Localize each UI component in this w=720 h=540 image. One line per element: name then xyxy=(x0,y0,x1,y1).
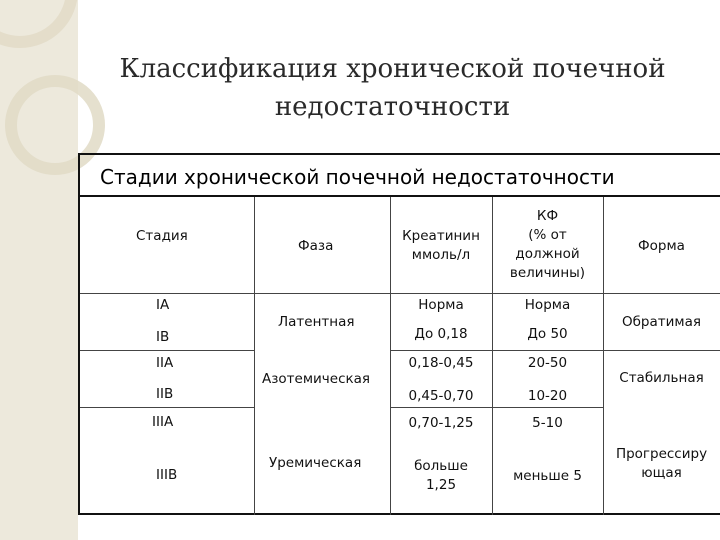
creatinine-iiib xyxy=(390,457,492,495)
table-caption: Стадии хронической почечной недостаточности xyxy=(100,165,615,189)
form-reversible: Обратимая xyxy=(621,314,701,330)
row-divider-ib-right xyxy=(390,350,720,351)
form-progressive-line-2: ющая xyxy=(641,465,682,481)
stage-iia: IIA xyxy=(156,355,174,371)
creatinine-iiia: 0,70-1,25 xyxy=(408,415,474,431)
row-divider-ib xyxy=(80,350,254,351)
stage-ib: IB xyxy=(156,329,170,345)
form-progressive xyxy=(603,445,720,483)
creatinine-iia: 0,18-0,45 xyxy=(408,355,474,371)
slide-title-line-1: Классификация хронической почечной xyxy=(119,54,666,84)
kf-ib: До 50 xyxy=(527,326,568,342)
header-stage: Стадия xyxy=(136,228,188,244)
header-kf-line-1: КФ xyxy=(536,208,559,224)
header-kf-line-3: должной xyxy=(515,246,580,262)
header-form: Форма xyxy=(638,238,685,254)
form-progressive-line-1: Прогрессиру xyxy=(615,446,708,462)
form-stable: Стабильная xyxy=(619,370,704,386)
ckd-stages-table xyxy=(78,153,720,515)
creatinine-iiib-line-1: больше xyxy=(414,458,468,474)
col-divider-stage-phase xyxy=(254,197,255,515)
creatinine-iiib-line-2: 1,25 xyxy=(425,477,457,493)
phase-latent: Латентная xyxy=(278,314,355,330)
header-kf-line-4: величины) xyxy=(509,265,586,281)
slide-title xyxy=(80,50,705,126)
stage-ia: IA xyxy=(156,297,170,313)
header-creatinine-line-2: ммоль/л xyxy=(411,247,471,263)
row-divider-iib-right xyxy=(390,407,603,408)
phase-azotemic: Азотемическая xyxy=(262,371,371,387)
stage-iiia: IIIA xyxy=(152,414,174,430)
header-kf-line-2: (% от xyxy=(528,227,567,243)
header-creatinine xyxy=(390,227,492,265)
kf-iia: 20-50 xyxy=(527,355,568,371)
kf-iiib: меньше 5 xyxy=(513,468,582,484)
creatinine-ia: Норма xyxy=(418,297,464,313)
header-creatinine-line-1: Креатинин xyxy=(402,228,480,244)
table-caption-band xyxy=(80,155,720,197)
kf-iiia: 5-10 xyxy=(532,415,563,431)
phase-uremic: Уремическая xyxy=(269,455,362,471)
stage-iib: IIB xyxy=(156,386,174,402)
slide-title-line-2: недостаточности xyxy=(274,92,511,122)
creatinine-ib: До 0,18 xyxy=(414,326,468,342)
row-divider-iib xyxy=(80,407,254,408)
kf-iib: 10-20 xyxy=(527,388,568,404)
header-phase: Фаза xyxy=(298,238,334,254)
kf-ia: Норма xyxy=(524,297,571,313)
header-kf xyxy=(492,207,603,283)
row-divider-header xyxy=(80,293,720,294)
creatinine-iib: 0,45-0,70 xyxy=(408,388,474,404)
stage-iiib: IIIB xyxy=(156,467,178,483)
